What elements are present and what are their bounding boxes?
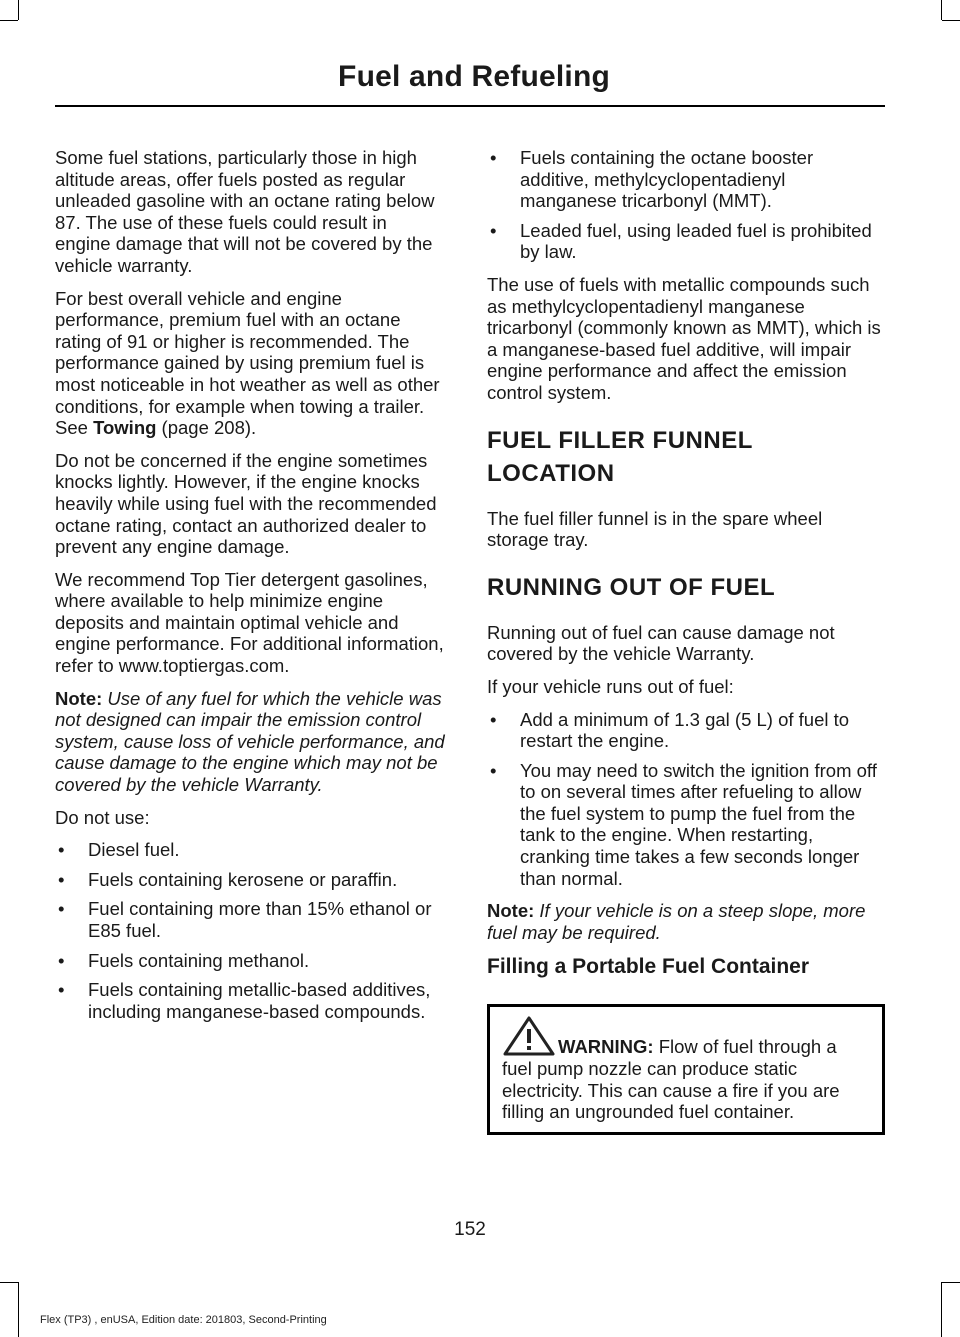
list-item: • Fuels containing the octane booster additive, methylcyclopentadienyl manganese tricarbonyl (MMT).	[487, 147, 885, 212]
crop-mark	[941, 1282, 942, 1337]
list-item: • Fuels containing kerosene or paraffin.	[55, 869, 447, 891]
crop-mark	[18, 0, 19, 20]
crop-mark	[0, 1282, 18, 1283]
page-title: Fuel and Refueling	[338, 60, 610, 93]
warning-box	[487, 1004, 885, 1134]
left-column	[55, 147, 447, 1033]
note	[55, 688, 447, 796]
section-heading	[487, 424, 885, 490]
crop-mark	[942, 20, 960, 21]
subsection-heading: Filling a Portable Fuel Container	[487, 955, 810, 979]
warning-triangle-icon	[502, 1015, 556, 1057]
crop-mark	[18, 1282, 19, 1337]
paragraph: Some fuel stations, particularly those in high altitude areas, offer fuels posted as regular unleaded gasoline with an octane rating below 87. The use of these fuels could result in engine damage that will not be covered by the vehicle warranty.	[55, 147, 435, 276]
paragraph: Do not use:	[55, 806, 150, 828]
list-item: • You may need to switch the ignition from off to on several times after refueling to allow the fuel system to pump the fuel from the tank to the engine. When restarting, cranking time takes a few seconds longer than normal.	[487, 760, 885, 890]
header-divider	[55, 105, 885, 107]
section-heading: RUNNING OUT OF FUEL	[487, 573, 776, 601]
list-item: • Fuel containing more than 15% ethanol or E85 fuel.	[55, 898, 447, 941]
page-reference: (page 208).	[156, 417, 257, 439]
bullet-list	[487, 147, 885, 263]
paragraph	[55, 288, 447, 439]
note-label: Note:	[487, 900, 535, 922]
towing-link[interactable]: Towing	[93, 417, 157, 439]
paragraph: Running out of fuel can cause damage not covered by the vehicle Warranty.	[487, 621, 835, 665]
crop-mark	[0, 20, 18, 21]
list-item: • Add a minimum of 1.3 gal (5 L) of fuel to restart the engine.	[487, 709, 885, 752]
note-label: Note:	[55, 687, 103, 709]
section-heading-line: LOCATION	[487, 459, 615, 487]
paragraph: The fuel filler funnel is in the spare wheel storage tray.	[487, 507, 823, 551]
bullet-list	[487, 709, 885, 890]
warning-label: WARNING:	[558, 1036, 654, 1058]
paragraph: We recommend Top Tier detergent gasolines, where available to help minimize engine deposits and maintain optimal vehicle and engine performance. For additional information, refer to www.toptiergas.com.	[55, 568, 444, 677]
crop-mark	[942, 1282, 960, 1283]
bullet-list	[55, 839, 447, 1022]
paragraph: Do not be concerned if the engine sometimes knocks lightly. However, if the engine knocks heavily while using fuel with the recommended octane rating, contact an authorized dealer to prevent any engine damage.	[55, 449, 437, 558]
list-item: • Fuels containing metallic-based additives, including manganese-based compounds.	[55, 979, 447, 1022]
page-number: 152	[454, 1219, 486, 1240]
list-item: • Diesel fuel.	[55, 839, 447, 861]
section-heading-line: FUEL FILLER FUNNEL	[487, 426, 753, 454]
right-column	[487, 147, 885, 1135]
paragraph-text: For best overall vehicle and engine performance, premium fuel with an octane rating of 91 or higher is recommended. The performance gained by using premium fuel is most noticeable in hot weather as well as other conditions, for example when towing a trailer. See	[55, 287, 440, 439]
crop-mark	[941, 0, 942, 20]
paragraph: The use of fuels with metallic compounds such as methylcyclopentadienyl manganese tricarbonyl (commonly known as MMT), which is a manganese-based fuel additive, will impair engine performance and affect the emission control system.	[487, 273, 881, 403]
note-text: Use of any fuel for which the vehicle was not designed can impair the emission control system, cause loss of vehicle performance, and cause damage to the engine which may not be covered by the vehicle Warranty.	[55, 687, 445, 796]
list-item: • Leaded fuel, using leaded fuel is prohibited by law.	[487, 220, 885, 263]
note	[487, 900, 885, 943]
paragraph: If your vehicle runs out of fuel:	[487, 675, 734, 697]
warning-text: Flow of fuel through a fuel pump nozzle can produce static electricity. This can cause a fire if you are filling an ungrounded fuel container.	[502, 1036, 840, 1123]
edition-info: Flex (TP3) , enUSA, Edition date: 201803, Second-Printing	[40, 1314, 327, 1326]
list-item: • Fuels containing methanol.	[55, 950, 447, 972]
note-text: If your vehicle is on a steep slope, more fuel may be required.	[487, 900, 866, 943]
